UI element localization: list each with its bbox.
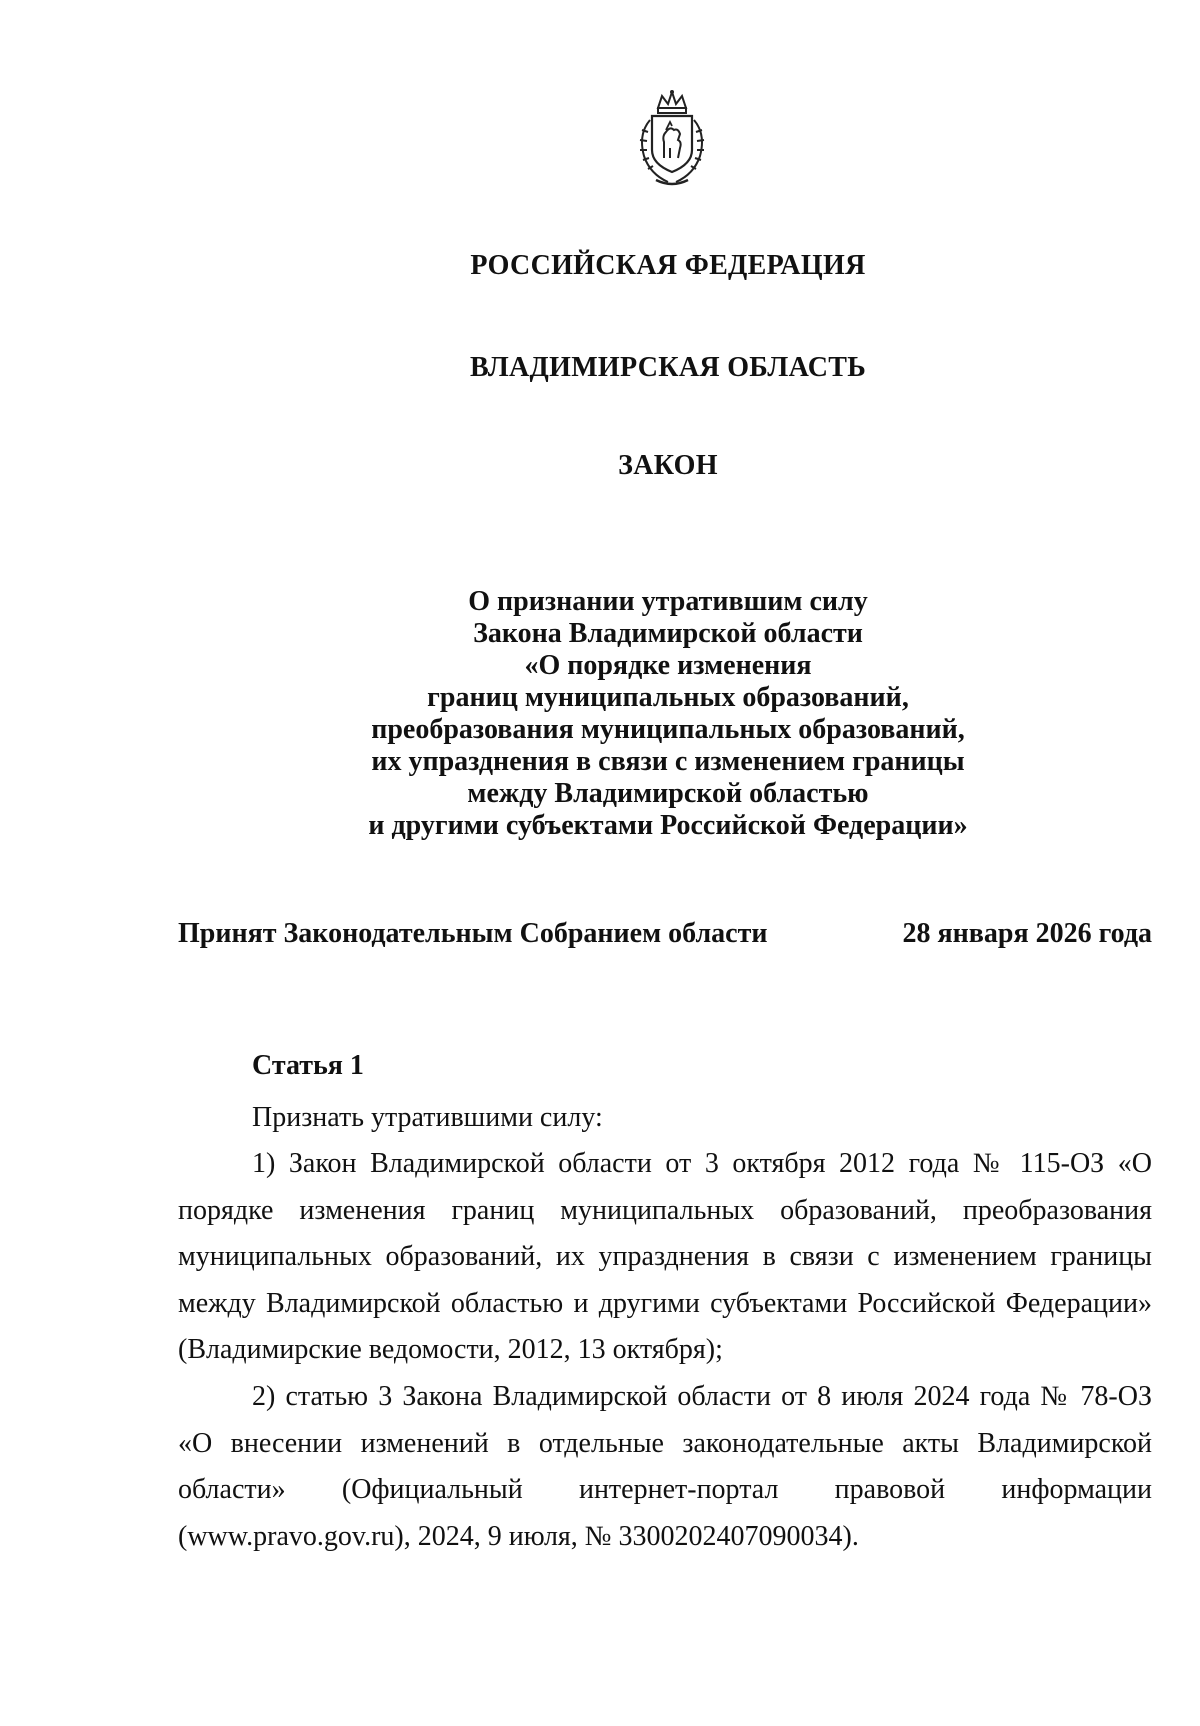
article-intro: Признать утратившими силу: <box>252 1102 603 1133</box>
law-title-line: их упразднения в связи с изменением границы <box>371 746 965 777</box>
law-title-line: О признании утратившим силу <box>468 586 868 617</box>
article-item: 1) Закон Владимирской области от 3 октября 2012 года № 115-ОЗ «О порядке изменения границ муниципальных образований, преобразования муниципальных образований, их упразднения в связи с изменением границы между Владимирской областью и другими субъектами Российской Федерации» (Владимирские ведомости, 2012, 13 октября); <box>178 1148 1152 1365</box>
law-title-line: между Владимирской областью <box>467 778 869 809</box>
adoption-date: 28 января 2026 года <box>902 918 1152 949</box>
country-heading: РОССИЙСКАЯ ФЕДЕРАЦИЯ <box>470 250 866 281</box>
document-type-heading: ЗАКОН <box>618 450 718 481</box>
coat-of-arms-icon <box>628 90 716 190</box>
law-title-line: преобразования муниципальных образований, <box>371 714 965 745</box>
article-heading: Статья 1 <box>252 1050 364 1081</box>
law-title-line: «О порядке изменения <box>524 650 812 681</box>
article-item: 2) статью 3 Закона Владимирской области от 8 июля 2024 года № 78-ОЗ «О внесении изменений в отдельные законодательные акты Владимирской области» (Официальный интернет-портал правовой информации (www.pravo.gov.ru), 2024, 9 июля, № 3300202407090034). <box>178 1381 1152 1552</box>
adoption-label: Принят Законодательным Собранием области <box>178 918 768 949</box>
law-title-line: границ муниципальных образований, <box>427 682 909 713</box>
region-heading: ВЛАДИМИРСКАЯ ОБЛАСТЬ <box>469 352 867 383</box>
adoption-info <box>178 918 1152 950</box>
law-title-line: и другими субъектами Российской Федерации» <box>368 810 968 841</box>
law-title <box>300 586 1036 842</box>
law-title-line: Закона Владимирской области <box>473 618 863 649</box>
